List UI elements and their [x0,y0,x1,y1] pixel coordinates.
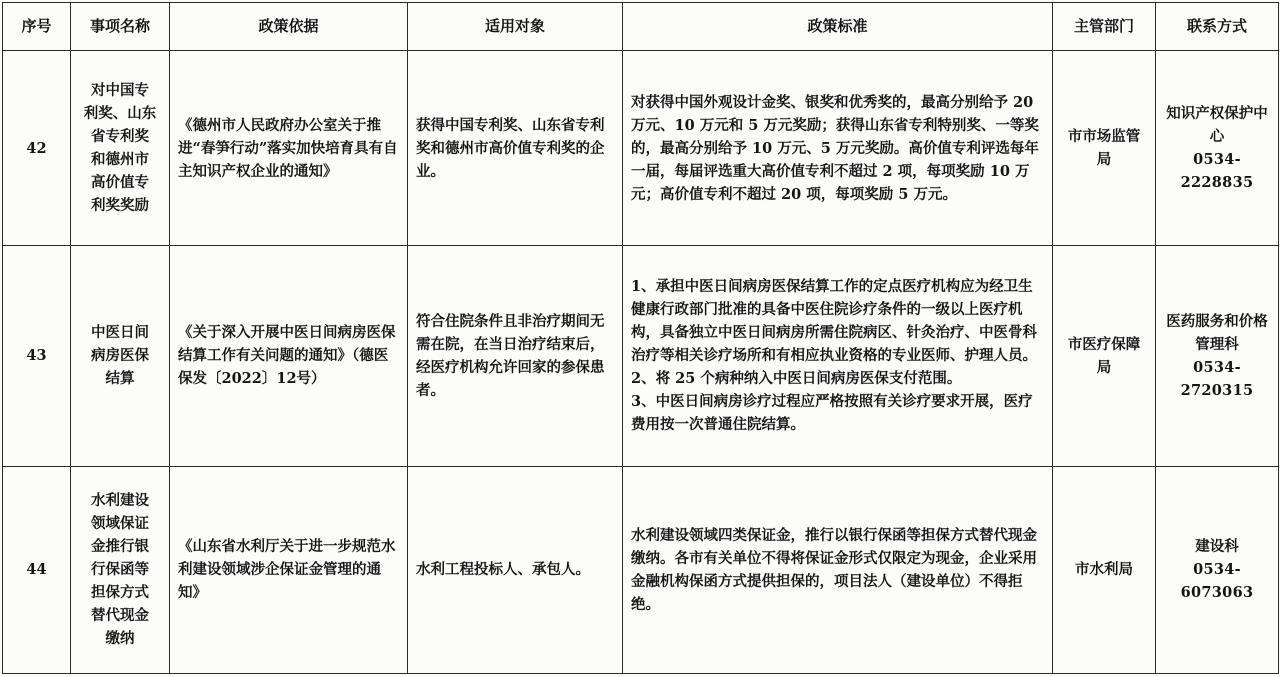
row-standard: 对获得中国外观设计金奖、银奖和优秀奖的，最高分别给予 20 万元、10 万元和 5 万元奖励；获得山东省专利特别奖、一等奖的，最高分别给予 10 万元、5 万元奖励。高价值专利评选每年一届，每届评选重大高价值专利不超过 2 项，每项奖励 10 万元；高价值专利不超过 20 项，每项奖励 5 万元。 [623,51,1053,246]
contact-phone: 0534-2720315 [1180,358,1254,399]
header-row [3,3,1279,51]
header-basis: 政策依据 [170,3,408,51]
contact-name: 知识产权保护中心 [1166,105,1268,146]
row-target: 获得中国专利奖、山东省专利奖和德州市高价值专利奖的企业。 [408,51,623,246]
row-target: 符合住院条件且非治疗期间无需在院，在当日治疗结束后，经医疗机构允许回家的参保患者。 [408,246,623,466]
row-policy-basis: 《德州市人民政府办公室关于推进“春笋行动”落实加快培育具有自主知识产权企业的通知》 [170,51,408,246]
contact-phone: 0534-6073063 [1180,561,1254,602]
row-no: 44 [3,466,71,673]
row-item-name: 水利建设 领域保证 金推行银 行保函等 担保方式 替代现金 缴纳 [71,466,170,673]
row-contact [1156,246,1279,466]
table-row [3,51,1279,246]
row-policy-basis: 《关于深入开展中医日间病房医保结算工作有关问题的通知》（德医保发〔2022〕12号） [170,246,408,466]
header-target: 适用对象 [408,3,623,51]
row-contact [1156,466,1279,673]
contact-phone: 0534-2228835 [1180,151,1254,192]
header-contact: 联系方式 [1156,3,1279,51]
row-standard: 水利建设领域四类保证金，推行以银行保函等担保方式替代现金缴纳。各市有关单位不得将保证金形式仅限定为现金，企业采用金融机构保函方式提供担保的，项目法人（建设单位）不得拒绝。 [623,466,1053,673]
contact-name: 医药服务和价格管理科 [1166,312,1268,353]
header-standard: 政策标准 [623,3,1053,51]
row-no: 43 [3,246,71,466]
row-contact [1156,51,1279,246]
header-no: 序号 [3,3,71,51]
policy-table [2,2,1279,674]
row-dept: 市医疗保障局 [1053,246,1156,466]
row-dept: 市水利局 [1053,466,1156,673]
header-name: 事项名称 [71,3,170,51]
row-no: 42 [3,51,71,246]
contact-name: 建设科 [1195,538,1239,556]
header-dept: 主管部门 [1053,3,1156,51]
table-row [3,246,1279,466]
row-item-name: 对中国专 利奖、山东 省专利奖 和德州市 高价值专 利奖奖励 [71,51,170,246]
row-dept: 市市场监管局 [1053,51,1156,246]
row-standard: 1、承担中医日间病房医保结算工作的定点医疗机构应为经卫生健康行政部门批准的具备中医住院诊疗条件的一级以上医疗机构，具备独立中医日间病房所需住院病区、针灸治疗、中医骨科治疗等相关诊疗场所和有相应执业资格的专业医师、护理人员。 2、将 25 个病种纳入中医日间病房医保支付范围。 3、中医日间病房诊疗过程应严格按照有关诊疗要求开展，医疗费用按一次普通住院结算。 [623,246,1053,466]
table-header [3,3,1279,51]
row-policy-basis: 《山东省水利厅关于进一步规范水利建设领域涉企保证金管理的通知》 [170,466,408,673]
row-item-name: 中医日间 病房医保 结算 [71,246,170,466]
table-row [3,466,1279,673]
row-target: 水利工程投标人、承包人。 [408,466,623,673]
table-body [3,51,1279,674]
